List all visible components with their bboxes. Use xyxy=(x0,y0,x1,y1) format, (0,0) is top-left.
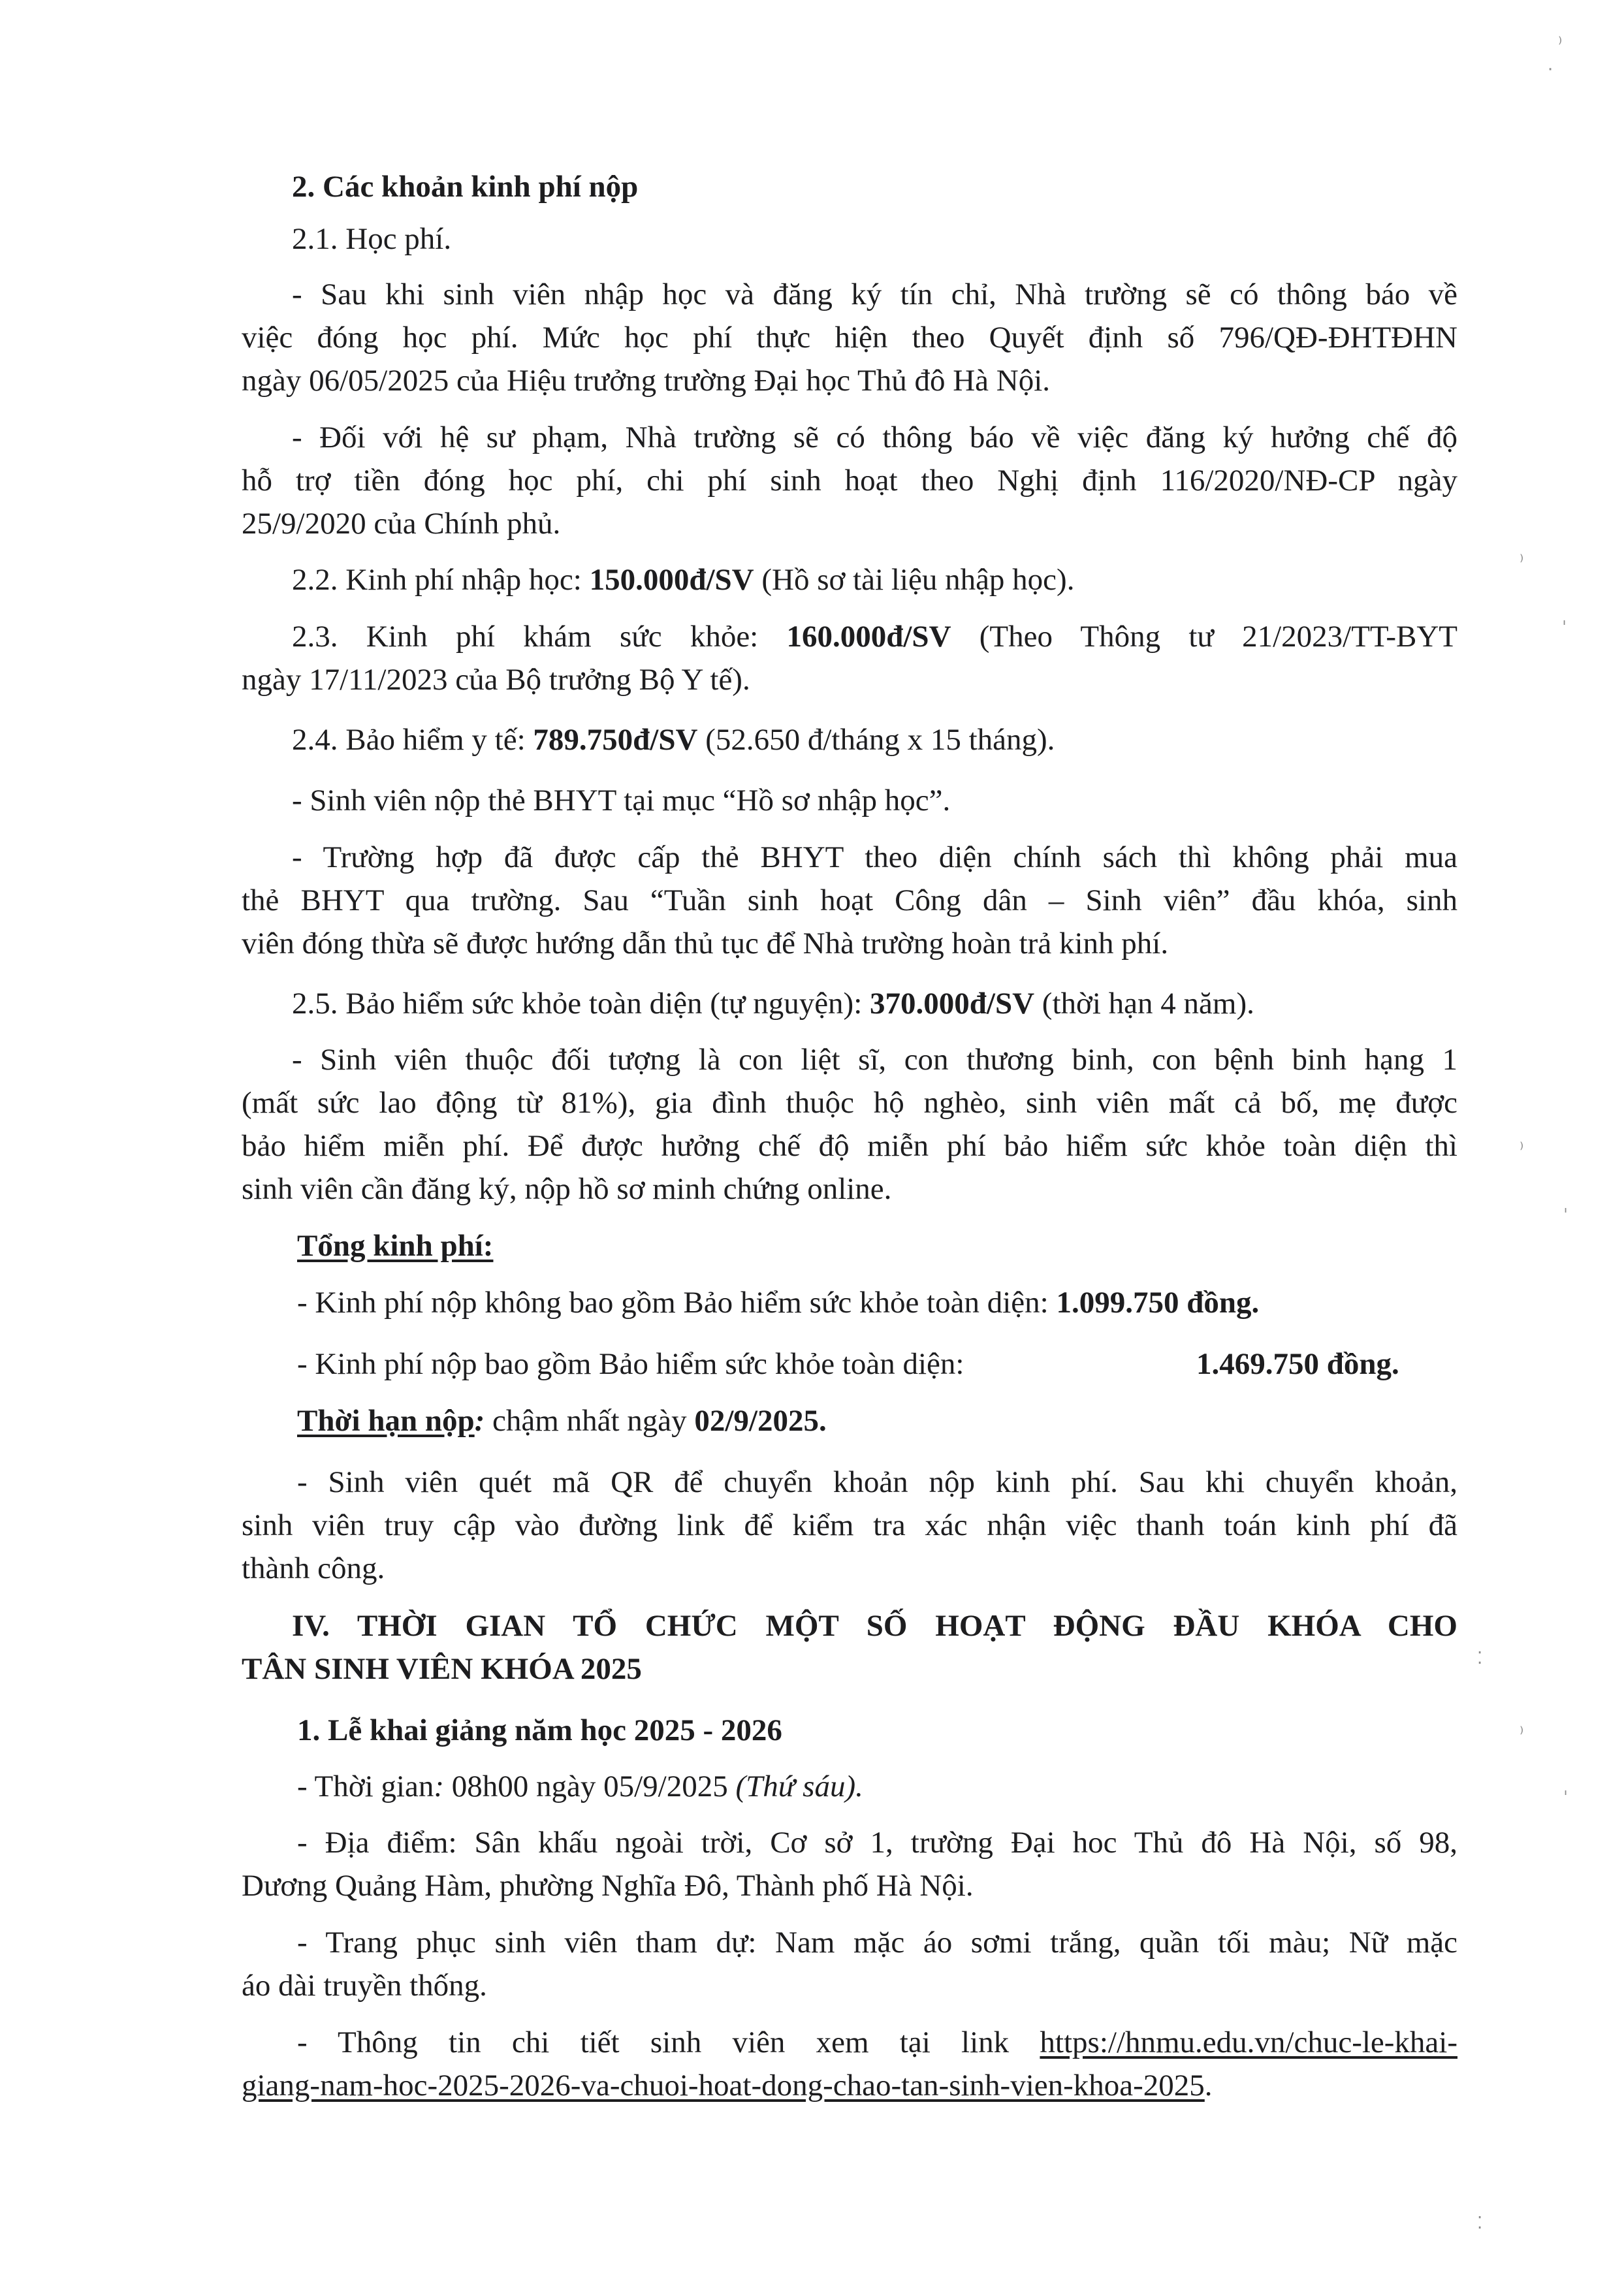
scan-mark: ⁚ xyxy=(1477,2214,1483,2233)
exemption-line-1: - Sinh viên thuộc đối tượng là con liệt sĩ, con thương binh, con bệnh binh hạng 1 xyxy=(292,1043,1457,1077)
section-4-heading-line-2: TÂN SINH VIÊN KHÓA 2025 xyxy=(242,1652,642,1686)
deadline-label: Thời hạn nộp xyxy=(297,1404,475,1438)
subsection-2-1: 2.1. Học phí. xyxy=(292,222,452,256)
info-link-prefix: - Thông tin chi tiết sinh viên xem tại link xyxy=(297,2025,1040,2059)
admission-fee-amount: 150.000đ/SV xyxy=(589,563,754,597)
total-without-insurance xyxy=(297,1283,1259,1322)
admission-fee-note: (Hồ sơ tài liệu nhập học). xyxy=(754,563,1075,597)
info-link-end: . xyxy=(1204,2069,1213,2103)
ceremony-time-colon: : xyxy=(434,1770,444,1803)
bhyt-policy-line-1: - Trường hợp đã được cấp thẻ BHYT theo diện chính sách thì không phải mua xyxy=(292,840,1457,874)
section-2-heading: 2. Các khoản kinh phí nộp xyxy=(292,170,639,204)
qr-para-line-3: thành công. xyxy=(242,1551,385,1585)
tuition-para-line-2: việc đóng học phí. Mức học phí thực hiện theo Quyết định số 796/QĐ-ĐHTĐHN xyxy=(242,321,1457,355)
subsection-2-5 xyxy=(292,984,1254,1023)
info-link-line-2 xyxy=(242,2066,1213,2105)
ceremony-info-link-part-2[interactable]: giang-nam-hoc-2025-2026-va-chuoi-hoat-dong-chao-tan-sinh-vien-khoa-2025 xyxy=(242,2069,1205,2103)
tuition-para-line-1: - Sau khi sinh viên nhập học và đăng ký tín chỉ, Nhà trường sẽ có thông báo về xyxy=(292,278,1457,311)
total-without-insurance-amount: 1.099.750 đồng. xyxy=(1056,1286,1260,1320)
comprehensive-insurance-label: 2.5. Bảo hiểm sức khỏe toàn diện (tự nguyện): xyxy=(292,987,870,1021)
pedagogy-para-line-2: hỗ trợ tiền đóng học phí, chi phí sinh hoạt theo Nghị định 116/2020/NĐ-CP ngày xyxy=(242,464,1457,498)
bhyt-policy-line-3: viên đóng thừa sẽ được hướng dẫn thủ tục để Nhà trường hoàn trả kinh phí. xyxy=(242,927,1169,960)
ceremony-place-line-1: - Địa điểm: Sân khấu ngoài trời, Cơ sở 1, trường Đại hoc Thủ đô Hà Nội, số 98, xyxy=(297,1826,1457,1860)
insurance-label: 2.4. Bảo hiểm y tế: xyxy=(292,723,533,757)
comprehensive-insurance-note: (thời hạn 4 năm). xyxy=(1034,987,1254,1021)
deadline-colon: : xyxy=(474,1404,485,1438)
deadline-date: 02/9/2025. xyxy=(694,1404,827,1438)
total-without-insurance-label: - Kinh phí nộp không bao gồm Bảo hiểm sức khỏe toàn diện: xyxy=(297,1286,1057,1320)
health-check-amount: 160.000đ/SV xyxy=(786,620,951,654)
ceremony-time xyxy=(297,1767,863,1806)
exemption-line-3: bảo hiểm miễn phí. Để được hưởng chế độ miễn phí bảo hiểm sức khỏe toàn diện thì xyxy=(242,1129,1457,1163)
tuition-para-line-3: ngày 06/05/2025 của Hiệu trưởng trường Đại học Thủ đô Hà Nội. xyxy=(242,364,1051,398)
admission-fee-label: 2.2. Kinh phí nhập học: xyxy=(292,563,590,597)
scan-mark: ⁾ xyxy=(1520,1724,1524,1743)
scan-mark: · xyxy=(1548,60,1553,80)
subsection-2-3 xyxy=(292,617,1457,656)
insurance-amount: 789.750đ/SV xyxy=(533,723,698,757)
ceremony-time-label: - Thời gian xyxy=(297,1770,434,1803)
scan-mark: ˌ xyxy=(1563,1195,1568,1214)
scan-mark: ⁾ xyxy=(1520,552,1524,571)
subsection-2-2 xyxy=(292,560,1074,599)
qr-para-line-2: sinh viên truy cập vào đường link để kiểm tra xác nhận việc thanh toán kinh phí đã xyxy=(242,1508,1457,1542)
section-4-heading-line-1: IV. THỜI GIAN TỔ CHỨC MỘT SỐ HOẠT ĐỘNG ĐẦU KHÓA CHO xyxy=(292,1609,1457,1643)
ceremony-place-line-2: Dương Quảng Hàm, phường Nghĩa Đô, Thành phố Hà Nội. xyxy=(242,1869,974,1903)
exemption-line-4: sinh viên cần đăng ký, nộp hồ sơ minh chứng online. xyxy=(242,1172,892,1206)
scan-mark: ⁾ xyxy=(1558,34,1563,54)
health-check-line-2: ngày 17/11/2023 của Bộ trưởng Bộ Y tế). xyxy=(242,663,750,697)
scan-mark: ˌ xyxy=(1563,1777,1568,1797)
bhyt-card-para: - Sinh viên nộp thẻ BHYT tại mục “Hồ sơ nhập học”. xyxy=(292,784,951,818)
pedagogy-para-line-1: - Đối với hệ sư phạm, Nhà trường sẽ có thông báo về việc đăng ký hưởng chế độ xyxy=(292,421,1457,454)
subsection-2-4 xyxy=(292,720,1055,759)
dress-code-line-1: - Trang phục sinh viên tham dự: Nam mặc áo sơmi trắng, quần tối màu; Nữ mặc xyxy=(297,1926,1457,1960)
ceremony-day: (Thứ sáu). xyxy=(735,1770,863,1803)
ceremony-time-text: 08h00 ngày 05/9/2025 xyxy=(444,1770,736,1803)
health-check-note: (Theo Thông tư 21/2023/TT-BYT xyxy=(951,620,1457,654)
scan-mark: ⁾ xyxy=(1520,1139,1524,1159)
health-check-label: 2.3. Kinh phí khám sức khỏe: xyxy=(292,620,787,654)
info-link-line-1 xyxy=(297,2023,1457,2062)
scan-mark: ˌ xyxy=(1562,607,1567,627)
total-with-insurance-label: - Kinh phí nộp bao gồm Bảo hiểm sức khỏe toàn diện: xyxy=(297,1347,964,1381)
scan-mark: ⁚ xyxy=(1477,1649,1483,1668)
insurance-note: (52.650 đ/tháng x 15 tháng). xyxy=(697,723,1055,757)
dress-code-line-2: áo dài truyền thống. xyxy=(242,1969,487,2003)
deadline-text: chậm nhất ngày xyxy=(485,1404,695,1438)
total-heading: Tổng kinh phí: xyxy=(297,1229,494,1263)
bhyt-policy-line-2: thẻ BHYT qua trường. Sau “Tuần sinh hoạt Công dân – Sinh viên” đầu khóa, sinh xyxy=(242,883,1457,917)
exemption-line-2: (mất sức lao động từ 81%), gia đình thuộc hộ nghèo, sinh viên mất cả bố, mẹ được xyxy=(242,1086,1457,1120)
ceremony-info-link-part-1[interactable]: https://hnmu.edu.vn/chuc-le-khai- xyxy=(1040,2025,1457,2059)
total-with-insurance-amount: 1.469.750 đồng. xyxy=(1196,1347,1399,1381)
opening-ceremony-heading: 1. Lễ khai giảng năm học 2025 - 2026 xyxy=(297,1713,782,1747)
qr-para-line-1: - Sinh viên quét mã QR để chuyển khoản nộp kinh phí. Sau khi chuyển khoản, xyxy=(297,1465,1457,1499)
comprehensive-insurance-amount: 370.000đ/SV xyxy=(870,987,1035,1021)
pedagogy-para-line-3: 25/9/2020 của Chính phủ. xyxy=(242,507,561,541)
payment-deadline xyxy=(297,1401,827,1440)
